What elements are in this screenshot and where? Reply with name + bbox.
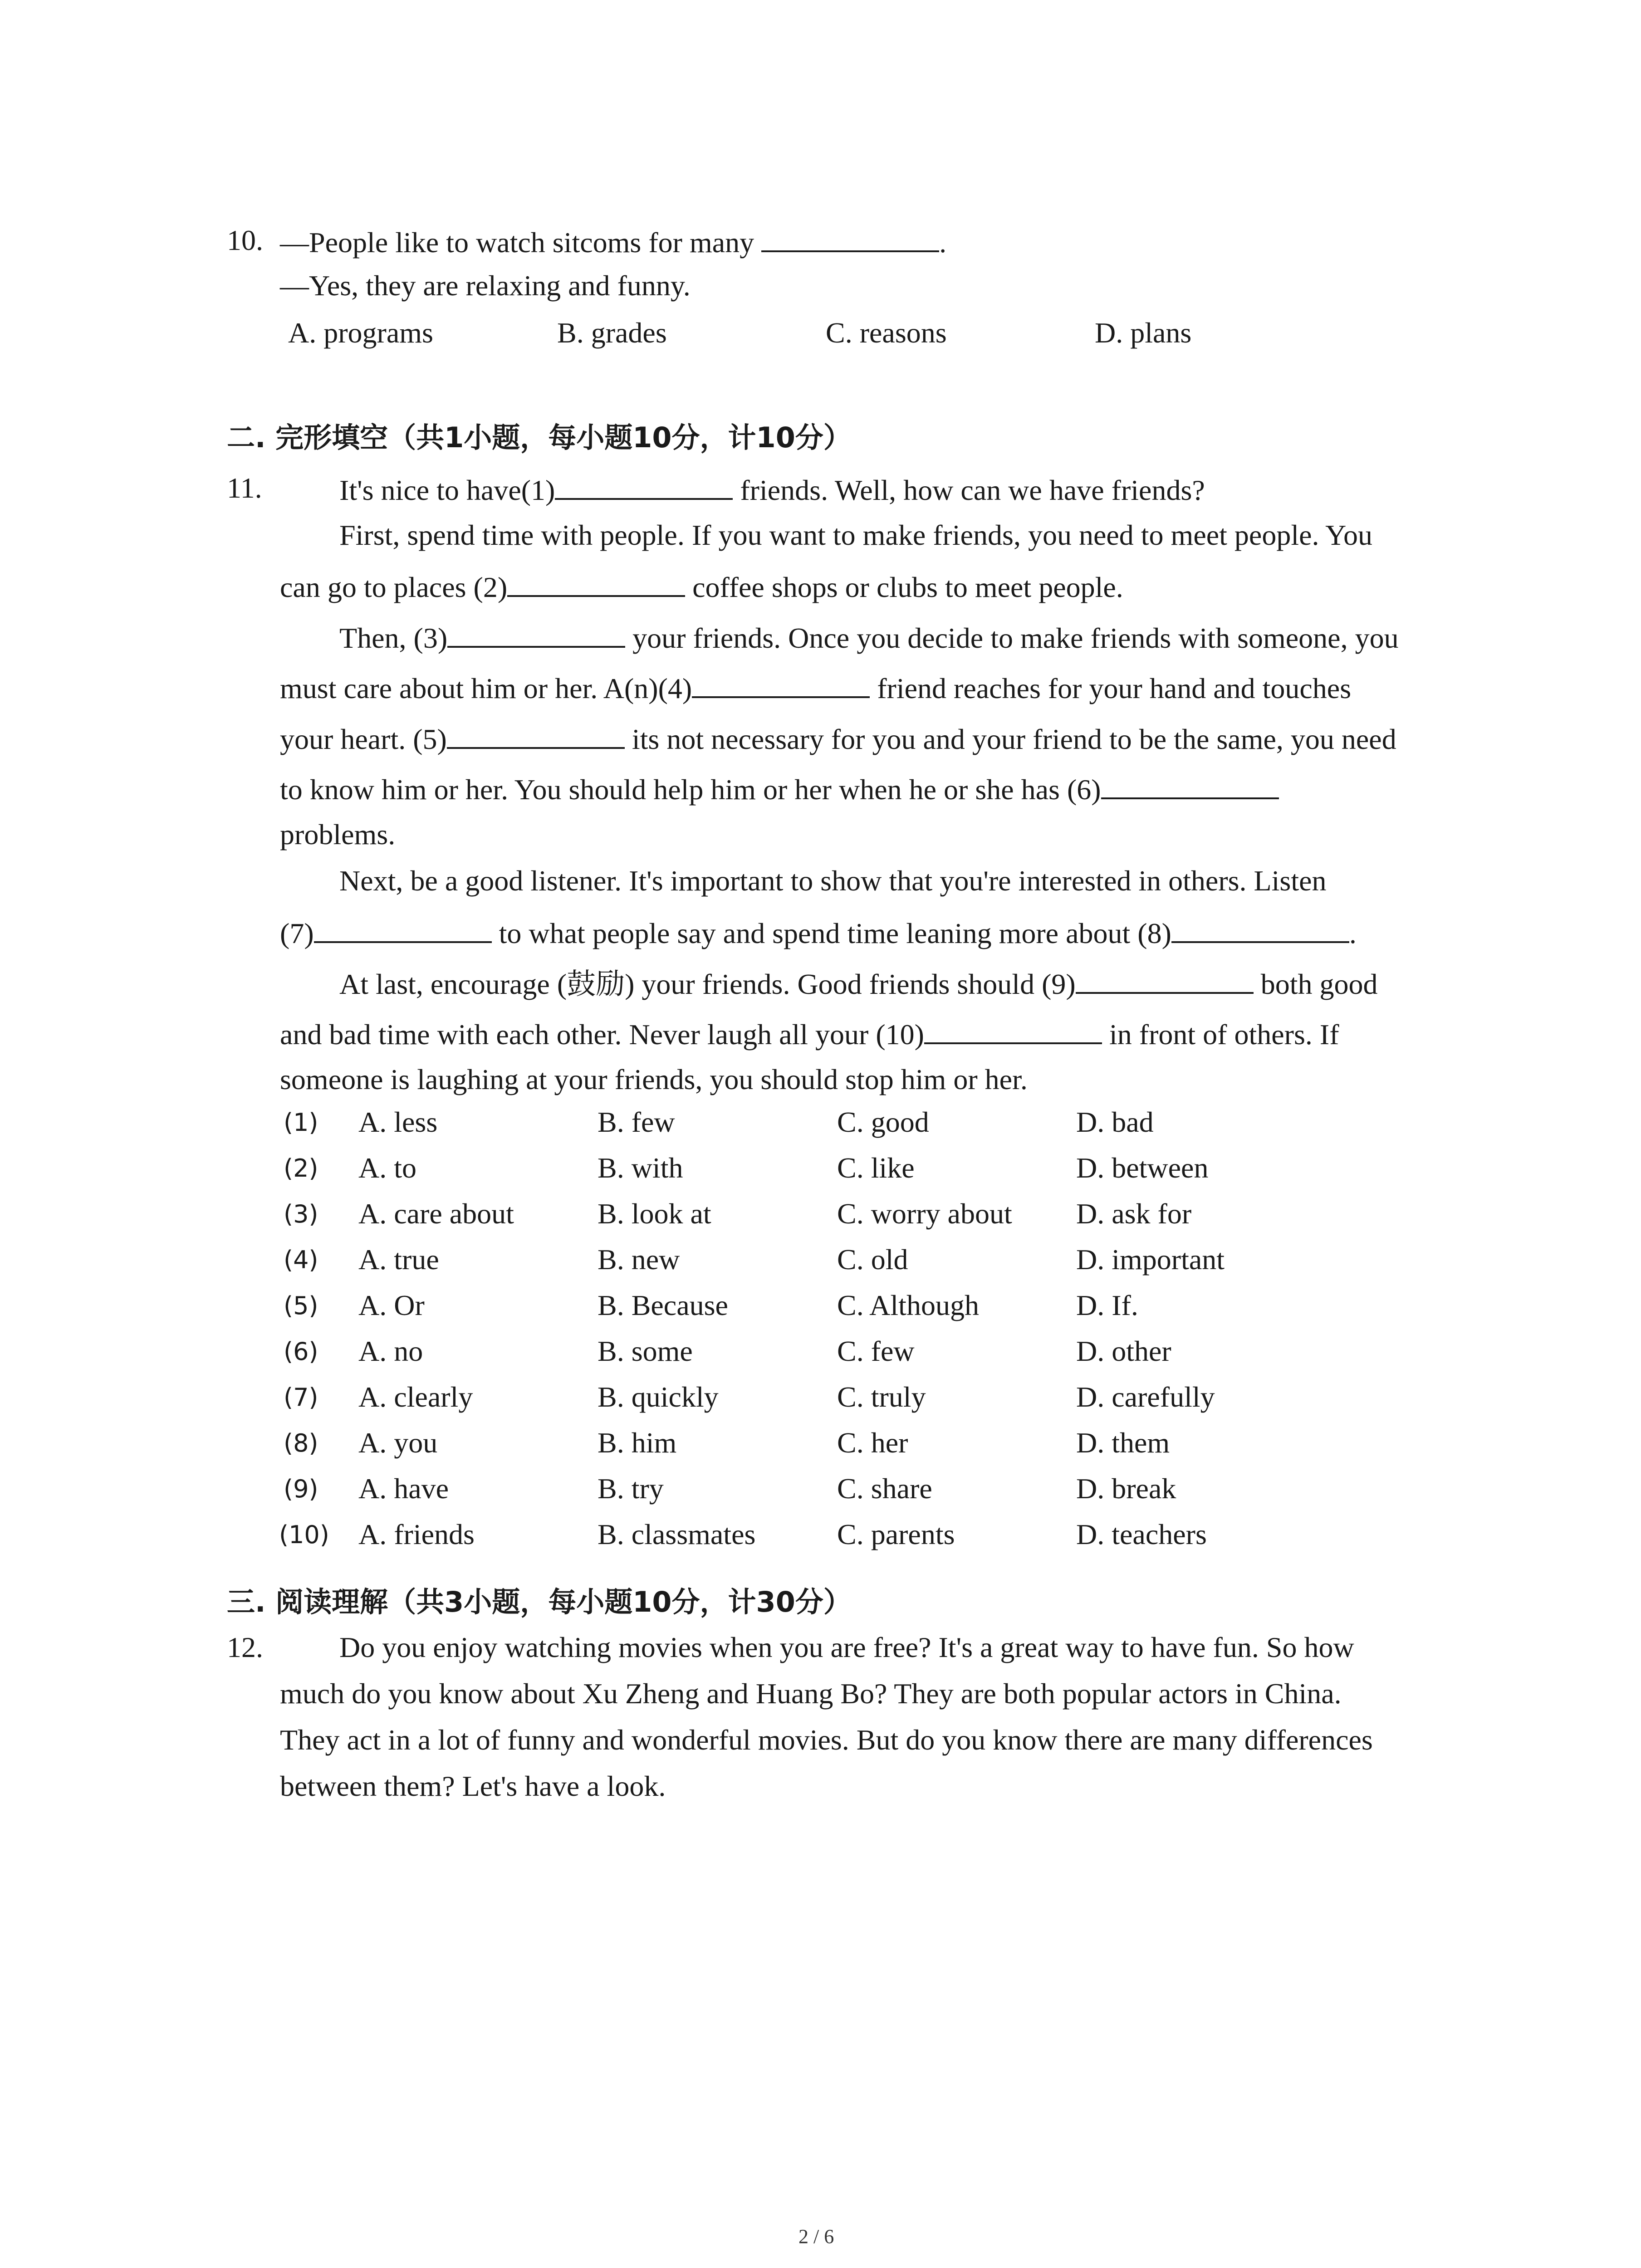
option-d: D. carefully [1076,1381,1215,1413]
passage-line: Next, be a good listener. It's important to show that you're interested in others. Listen [339,865,1327,897]
passage-line: much do you know about Xu Zheng and Huang Bo? They are both popular actors in China. [280,1677,1342,1710]
option-c: C. like [837,1152,915,1184]
passage-line: your heart. (5) its not necessary for you and your friend to be the same, you need [280,719,1396,758]
option-a: A. no [358,1335,423,1367]
q10-option-b: B. grades [557,317,667,349]
choice-number: (2) [284,1154,318,1183]
option-d: D. them [1076,1427,1170,1459]
option-a: A. less [358,1106,438,1138]
option-a: A. you [358,1427,438,1459]
q10-text-end: . [939,226,947,259]
option-c: C. truly [837,1381,926,1413]
choice-number: (10) [279,1520,329,1549]
answer-blank [507,567,685,597]
option-a: A. to [358,1152,416,1184]
q10-answer-line: —Yes, they are relaxing and funny. [280,269,691,302]
answer-blank [1171,913,1349,943]
option-d: D. bad [1076,1106,1154,1138]
option-c: C. good [837,1106,929,1138]
choice-number: (5) [284,1291,318,1320]
q12-number: 12. [227,1631,263,1663]
answer-blank [447,618,625,648]
q10-question-line [280,222,946,261]
passage-line: between them? Let's have a look. [280,1770,666,1802]
option-b: B. few [598,1106,675,1138]
option-c: C. parents [837,1518,955,1550]
choice-number: (7) [284,1383,318,1412]
option-d: D. other [1076,1335,1171,1367]
choice-number: (8) [284,1429,318,1457]
option-b: B. him [598,1427,677,1459]
answer-blank [924,1014,1102,1044]
section-heading-cloze: 二. 完形填空（共1小题，每小题10分，计10分） [227,421,852,454]
option-b: B. with [598,1152,683,1184]
answer-blank [692,668,870,698]
option-a: A. true [358,1243,439,1276]
option-a: A. care about [358,1198,514,1230]
passage-line: Then, (3) your friends. Once you decide to make friends with someone, you [339,618,1399,656]
option-a: A. friends [358,1518,475,1550]
option-b: B. Because [598,1289,728,1321]
option-b: B. some [598,1335,693,1367]
option-a: A. Or [358,1289,425,1321]
q10-text: —People like to watch sitcoms for many [280,226,762,259]
answer-blank [761,222,939,252]
option-d: D. ask for [1076,1198,1192,1230]
option-b: B. classmates [598,1518,756,1550]
option-c: C. share [837,1472,932,1505]
passage-line: Do you enjoy watching movies when you are free? It's a great way to have fun. So how [339,1631,1354,1663]
option-c: C. her [837,1427,908,1459]
page-number: 2 / 6 [798,2225,834,2248]
choice-number: (4) [284,1246,318,1274]
option-b: B. look at [598,1198,711,1230]
answer-blank [1101,769,1279,799]
passage-line: must care about him or her. A(n)(4) friend reaches for your hand and touches [280,668,1351,707]
option-d: D. break [1076,1472,1176,1505]
answer-blank [314,913,492,943]
option-d: D. between [1076,1152,1209,1184]
option-a: A. have [358,1472,449,1505]
option-c: C. few [837,1335,915,1367]
choice-number: (6) [284,1337,318,1366]
q10-option-d: D. plans [1095,317,1192,349]
passage-line: At last, encourage (鼓励) your friends. Good friends should (9) both good [339,964,1378,1002]
q11-number: 11. [227,472,262,504]
q10-option-c: C. reasons [826,317,947,349]
option-b: B. quickly [598,1381,719,1413]
option-c: C. worry about [837,1198,1012,1230]
passage-line: First, spend time with people. If you want to make friends, you need to meet people. You [339,519,1372,551]
passage-line: someone is laughing at your friends, you should stop him or her. [280,1063,1028,1095]
passage-line: It's nice to have(1) friends. Well, how can we have friends? [339,470,1205,508]
answer-blank [447,719,625,749]
q10-number: 10. [227,224,263,256]
option-d: D. If. [1076,1289,1138,1321]
section-heading-reading: 三. 阅读理解（共3小题，每小题10分，计30分） [227,1585,852,1618]
passage-line: to know him or her. You should help him or her when he or she has (6) [280,769,1279,808]
passage-line: can go to places (2) coffee shops or clubs to meet people. [280,567,1123,606]
choice-number: (1) [284,1108,318,1137]
option-d: D. teachers [1076,1518,1207,1550]
answer-blank [1076,964,1254,994]
choice-number: (9) [284,1475,318,1503]
passage-line: (7) to what people say and spend time leaning more about (8) . [280,913,1357,952]
option-a: A. clearly [358,1381,473,1413]
option-c: C. Although [837,1289,979,1321]
answer-blank [555,470,733,500]
option-b: B. try [598,1472,664,1505]
option-d: D. important [1076,1243,1225,1276]
option-c: C. old [837,1243,908,1276]
passage-line: problems. [280,818,396,850]
passage-line: and bad time with each other. Never laugh all your (10) in front of others. If [280,1014,1339,1053]
option-b: B. new [598,1243,680,1276]
choice-number: (3) [284,1200,318,1228]
passage-line: They act in a lot of funny and wonderful movies. But do you know there are many differences [280,1724,1373,1756]
q10-option-a: A. programs [288,317,433,349]
